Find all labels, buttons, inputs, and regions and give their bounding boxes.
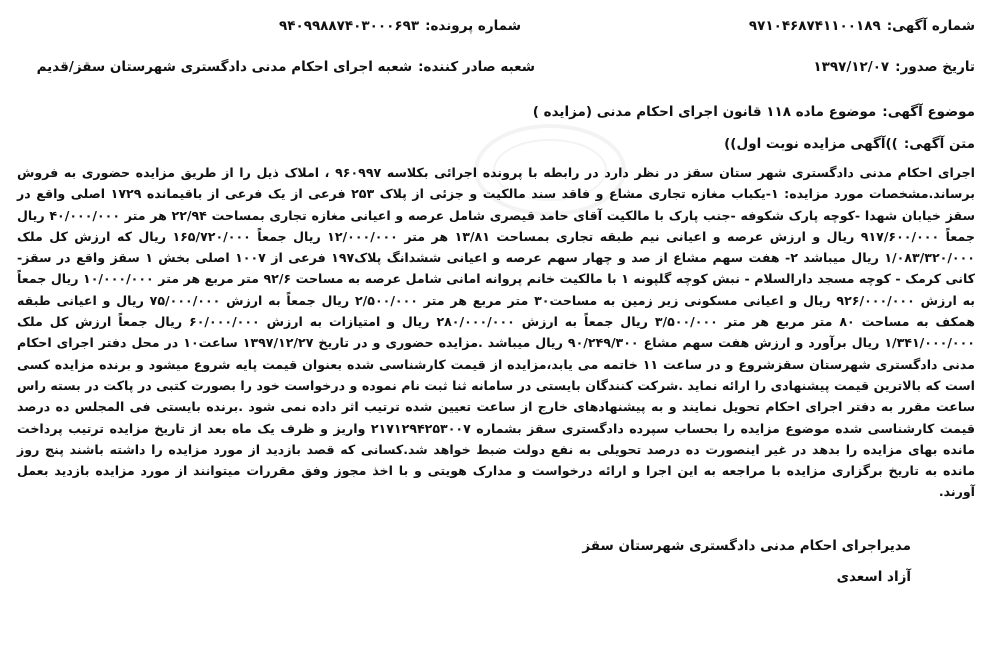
case-number-value: ۹۴۰۹۹۸۸۷۴۰۳۰۰۰۶۹۳ [278, 18, 420, 34]
ad-text-title: ))آگهی مزایده نوبت اول)) [724, 136, 898, 152]
subject-field [533, 104, 975, 120]
subject-value: موضوع ماده ۱۱۸ قانون اجرای احکام مدنی (مزایده ) [532, 104, 877, 120]
issuer-field [37, 59, 535, 75]
case-number-label: شماره پرونده: [425, 18, 521, 34]
notice-body-text: اجرای احکام مدنی دادگستری شهر ستان سقز در نظر دارد در رابطه با پرونده اجرائی بکلاسه ۹۶۰۹۹۷ ، املاک ذیل را از طریق مزایده حضوری به فروش برساند.مشخصات مورد مزایده: ۱-یکباب مغازه تجاری مشاع و فاقد سند مالکیت و جزئی از پلاک ۲۵۳ فرعی از یک فرعی از باقیمانده ۱۷۲۹ اصلی واقع در سقز خیابان شهدا -کوچه پارک شکوفه -جنب پارک با مالکیت آقای حامد قیصری شامل عرصه و اعیانی مغازه تجاری بمساحت ۲۲/۹۴ هر متر ۴۰/۰۰۰/۰۰۰ ریال جمعاً ۹۱۷/۶۰۰/۰۰۰ ریال و ارزش عرصه و اعیانی نیم طبقه تجاری بمساحت ۱۳/۸۱ هر متر ۱۲/۰۰۰/۰۰۰ ریال جمعاً ۱۶۵/۷۲۰/۰۰۰ ریال که ارزش کل ملک ۱/۰۸۳/۳۲۰/۰۰۰ ریال میباشد ۲- هفت سهم مشاع از صد و چهار سهم عرصه و اعیانی ششدانگ پلاک۱۹۷ فرعی از ۱۰۰۷ اصلی بخش ۱ سقز واقع در سقز- کانی کرمک - کوچه مسجد دارالسلام - نبش کوچه گلپونه ۱ با مالکیت خانم پروانه امانی شامل عرصه به مساحت ۹۲/۶ متر مربع هر متر ۱۰/۰۰۰/۰۰۰ ریال جمعاً به ارزش ۹۲۶/۰۰۰/۰۰۰ ریال و اعیانی مسکونی زیر زمین به مساحت۳۰ متر مربع هر متر ۲/۵۰۰/۰۰۰ ریال جمعاً به ارزش ۷۵/۰۰۰/۰۰۰ ریال و اعیانی طبقه همکف به مساحت ۸۰ متر مربع هر متر ۳/۵۰۰/۰۰۰ ریال جمعاً به ارزش ۲۸۰/۰۰۰/۰۰۰ ریال و امتیازات به ارزش ۶۰/۰۰۰/۰۰۰ ریال جمعاً ارزش کل ملک ۱/۳۴۱/۰۰۰/۰۰۰ ریال برآورد و ارزش هفت سهم مشاع ۹۰/۲۴۹/۳۰۰ ریال میباشد .مزایده حضوری و در تاریخ ۱۳۹۷/۱۲/۲۷ ساعت۱۰ در محل دفتر اجرای احکام مدنی دادگستری شهرستان سقزشروع و در ساعت ۱۱ خاتمه می یابد،مزایده از قیمت کارشناسی شده بعنوان قیمت پایه شروع میشود و برنده مزایده کسی است که بالاترین قیمت پیشنهادی را ارائه نماید .شرکت کنندگان بایستی در سامانه ثنا ثبت نام نموده و درخواست خود را بصورت کتبی در پاکت در بسته راس ساعت مقرر به دفتر اجرای احکام تحویل نمایند و به پیشنهادهای خارج از ساعت تعیین شده ترتیب اثر داده نمی شود .برنده بایستی فی المجلس ده درصد قیمت کارشناسی شده موضوع مزایده را بحساب سپرده دادگستری سقز بشماره ۲۱۷۱۲۹۴۲۵۳۰۰۷ واریز و ظرف یک ماه بعد از تاریخ مزایده ترتیب پرداخت مانده بهای مزایده را بدهد در غیر اینصورت ده درصد تحویلی به نفع دولت ضبط خواهد شد.کسانی که قصد بازدید از مورد مزایده را داشته باشند پنج روز مانده به تاریخ برگزاری مزایده با مراجعه به این اجرا و ارائه درخواست و مدارک هویتی و با اخذ مجوز وفق مقررات میتوانند از مورد مزایده بازدید بعمل آورند. [17, 165, 976, 500]
case-number-field [279, 18, 521, 34]
manager-name: آزاد اسعدی [836, 569, 911, 585]
subject-label: موضوع آگهی: [882, 104, 975, 120]
issuer-value: شعبه اجرای احکام مدنی دادگستری شهرستان سقز/قدیم [36, 59, 413, 75]
ad-number-field [749, 18, 975, 34]
ad-number-label: شماره آگهی: [886, 18, 975, 34]
issue-date-value: ۱۳۹۷/۱۲/۰۷ [813, 59, 890, 75]
issue-date-field [813, 59, 975, 75]
issuer-label: شعبه صادر کننده: [418, 59, 535, 75]
issue-date-label: تاریخ صدور: [895, 59, 975, 75]
manager-title: مدیراجرای احکام مدنی دادگستری شهرستان سقز [582, 538, 911, 554]
ad-text-label: متن آگهی: [903, 136, 975, 152]
ad-text-heading [724, 136, 975, 152]
ad-number-value: ۹۷۱۰۴۶۸۷۴۱۱۰۰۱۸۹ [748, 18, 881, 34]
